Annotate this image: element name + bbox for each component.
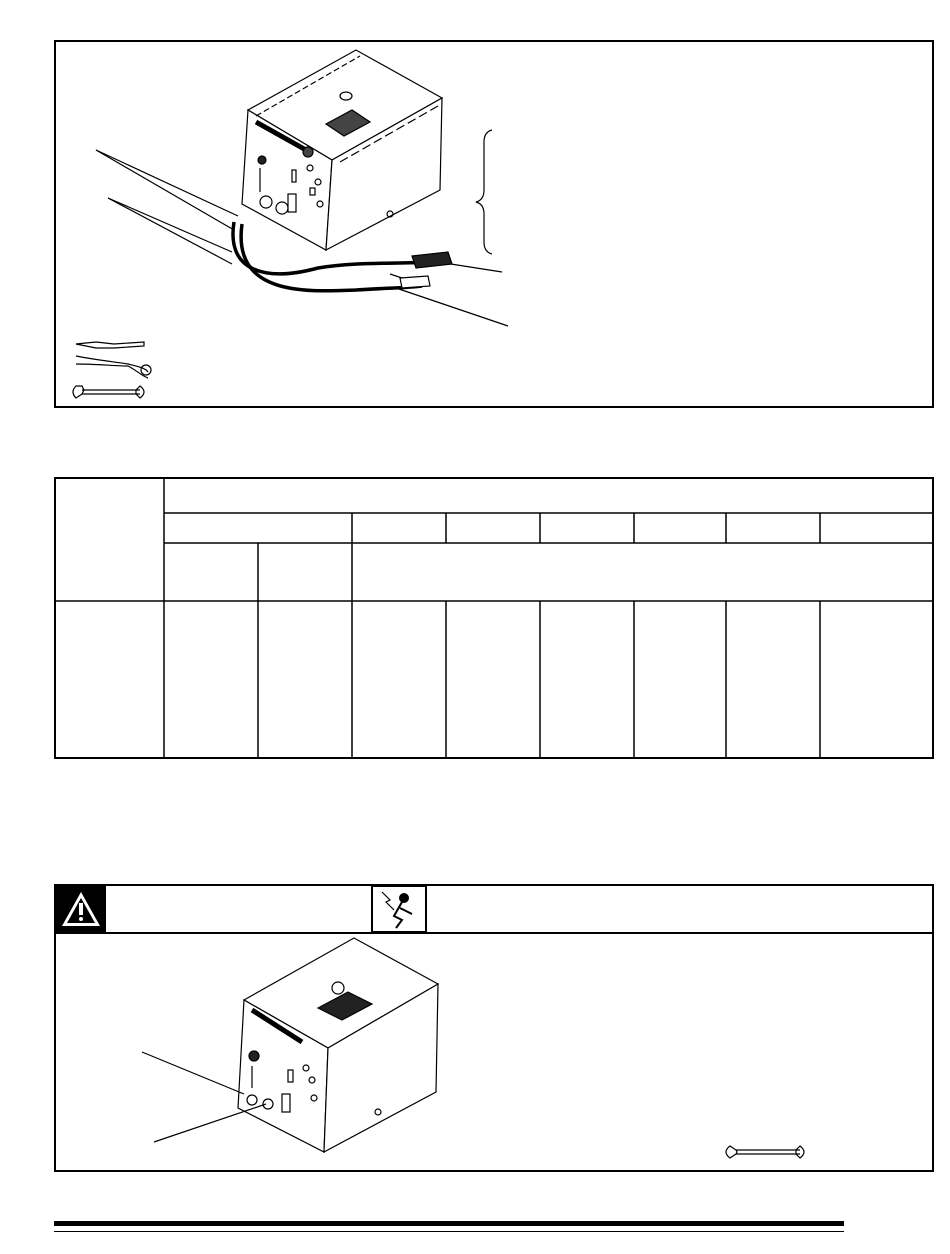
wire-stripper-icon — [76, 342, 144, 348]
warning-header — [56, 886, 932, 934]
pliers-icon — [76, 356, 151, 378]
leader-line — [96, 150, 238, 216]
footer-rule-thick — [54, 1221, 844, 1226]
welding-machine — [242, 50, 442, 250]
table-grid — [56, 479, 932, 757]
wrench-icon — [726, 1146, 804, 1158]
brace-bracket — [476, 130, 492, 254]
warning-panel — [54, 884, 934, 1172]
work-clamp — [400, 276, 430, 288]
footer-rule-thin — [54, 1231, 844, 1232]
electrode-holder — [412, 252, 452, 268]
leader-line — [142, 1052, 244, 1094]
top-illustration-panel — [54, 40, 934, 408]
cable-size-table — [54, 477, 934, 759]
wrench-icon — [73, 386, 144, 398]
welder-cable-illustration — [56, 42, 932, 406]
terminal-illustration — [56, 932, 932, 1172]
